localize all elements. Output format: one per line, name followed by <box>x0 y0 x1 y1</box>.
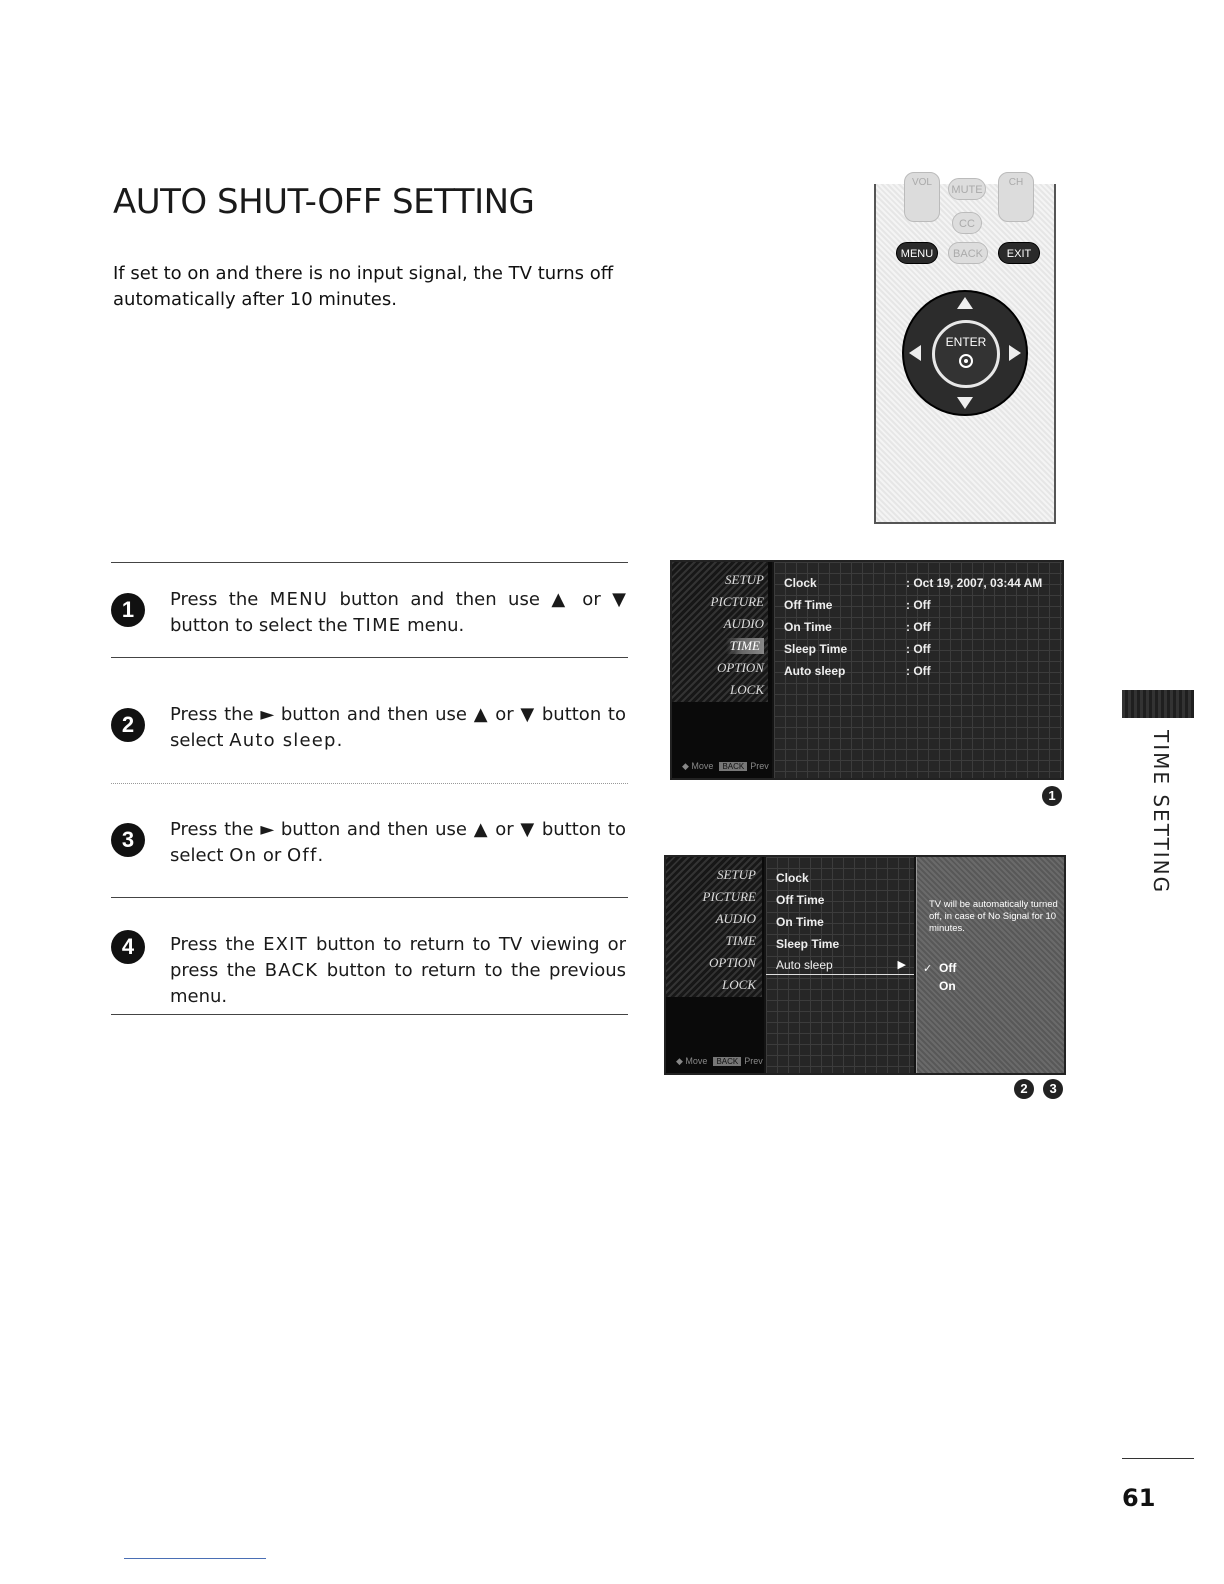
tv-item-auto-sleep: Auto sleep <box>776 958 833 972</box>
tv-item-on-time: On Time <box>776 915 824 929</box>
screen-1-step-badges <box>1042 785 1062 806</box>
tv-category-time: TIME <box>725 933 756 948</box>
tv-item-off-time-value: : Off <box>906 598 931 612</box>
tv-item-on-time: On Time <box>784 620 832 634</box>
remote-back-button: BACK <box>948 242 988 264</box>
tv-item-clock: Clock <box>776 871 809 885</box>
step-reference-badge: 1 <box>1042 786 1062 806</box>
tv-category-audio: AUDIO <box>715 911 756 926</box>
tv-item-off-time: Off Time <box>776 893 825 907</box>
tv-category-time: TIME <box>726 638 764 654</box>
up-arrow-icon <box>957 297 973 309</box>
remote-mute-button: MUTE <box>948 178 986 200</box>
tv-item-clock: Clock <box>784 576 817 590</box>
remote-menu-button: MENU <box>896 242 938 264</box>
tv-item-sleep-time-value: : Off <box>906 642 931 656</box>
remote-cc-button: CC <box>952 212 982 234</box>
tv-option-on: On <box>939 979 956 993</box>
remote-vol-button: VOL <box>904 172 940 222</box>
step-text: Press the EXIT button to return to TV viewing or press the BACK button to return to the previous menu. <box>170 934 627 1007</box>
intro-paragraph: If set to on and there is no input signal, the TV turns off automatically after 10 minutes. <box>113 263 614 310</box>
divider <box>111 783 628 784</box>
down-arrow-icon <box>957 397 973 409</box>
tv-item-off-time: Off Time <box>784 598 833 612</box>
section-side-label: TIME SETTING <box>1149 730 1173 895</box>
tv-menu-screen-1 <box>670 560 1064 780</box>
remote-exit-button: EXIT <box>998 242 1040 264</box>
tv-submenu-note: TV will be automatically turned off, in case of No Signal for 10 minutes. <box>929 899 1058 934</box>
step-number-badge: 2 <box>111 708 145 742</box>
tv-item-auto-sleep: Auto sleep <box>784 664 846 678</box>
step-number-badge: 3 <box>111 823 145 857</box>
right-arrow-icon <box>1009 345 1021 361</box>
tv-menu-items <box>766 857 914 1073</box>
left-arrow-icon <box>909 345 921 361</box>
tv-category-audio: AUDIO <box>723 616 764 631</box>
divider <box>111 657 628 658</box>
tv-item-clock-value: : Oct 19, 2007, 03:44 AM <box>906 576 1043 590</box>
step-reference-badge: 2 <box>1014 1079 1034 1099</box>
remote-dpad <box>902 290 1028 416</box>
tv-menu-screen-2 <box>664 855 1066 1075</box>
page-number-rule <box>1122 1458 1194 1459</box>
step-reference-badge: 3 <box>1043 1079 1063 1099</box>
tv-category-option: OPTION <box>709 955 756 970</box>
right-arrow-icon: ▶ <box>897 959 906 971</box>
tv-footer-hint: ◆ Move BACK Prev <box>676 1056 763 1066</box>
tv-category-option: OPTION <box>717 660 764 675</box>
section-tab-marker <box>1122 690 1194 718</box>
page-number: 61 <box>1122 1484 1156 1512</box>
tv-item-on-time-value: : Off <box>906 620 931 634</box>
tv-menu-items <box>774 562 1062 778</box>
step-number-badge: 1 <box>111 593 145 627</box>
divider <box>111 897 628 898</box>
tv-category-picture: PICTURE <box>710 594 764 609</box>
remote-ch-button: CH <box>998 172 1034 222</box>
divider <box>111 1014 628 1015</box>
tv-category-lock: LOCK <box>722 977 756 992</box>
step-text: Press the ► button and then use ▲ or ▼ button to select Auto sleep. <box>170 704 626 751</box>
tv-item-sleep-time: Sleep Time <box>784 642 848 656</box>
check-icon: ✓ <box>923 963 933 975</box>
screen-2-step-badges <box>1014 1078 1063 1099</box>
tv-option-off: Off <box>939 961 957 975</box>
divider <box>111 562 628 563</box>
tv-item-highlight <box>766 957 914 975</box>
remote-control-illustration <box>874 177 1056 524</box>
tv-submenu-panel <box>916 857 1064 1073</box>
step-number-badge: 4 <box>111 930 145 964</box>
tv-category-picture: PICTURE <box>702 889 756 904</box>
footer-rule <box>124 1558 266 1559</box>
tv-item-sleep-time: Sleep Time <box>776 937 840 951</box>
step-text: Press the ► button and then use ▲ or ▼ button to select On or Off. <box>170 819 626 866</box>
step-text: Press the MENU button and then use ▲ or ▼ button to select the TIME menu. <box>170 589 626 636</box>
tv-footer-hint: ◆ Move BACK Prev <box>682 761 769 771</box>
tv-category-setup: SETUP <box>725 572 764 587</box>
tv-category-sidebar <box>672 562 772 778</box>
tv-item-auto-sleep-value: : Off <box>906 664 931 678</box>
remote-enter-button: ENTER <box>932 320 1000 388</box>
tv-category-lock: LOCK <box>730 682 764 697</box>
tv-category-sidebar <box>666 857 764 1073</box>
tv-category-setup: SETUP <box>717 867 756 882</box>
enter-dot-icon <box>959 354 973 368</box>
page-title: AUTO SHUT-OFF SETTING <box>113 182 535 222</box>
